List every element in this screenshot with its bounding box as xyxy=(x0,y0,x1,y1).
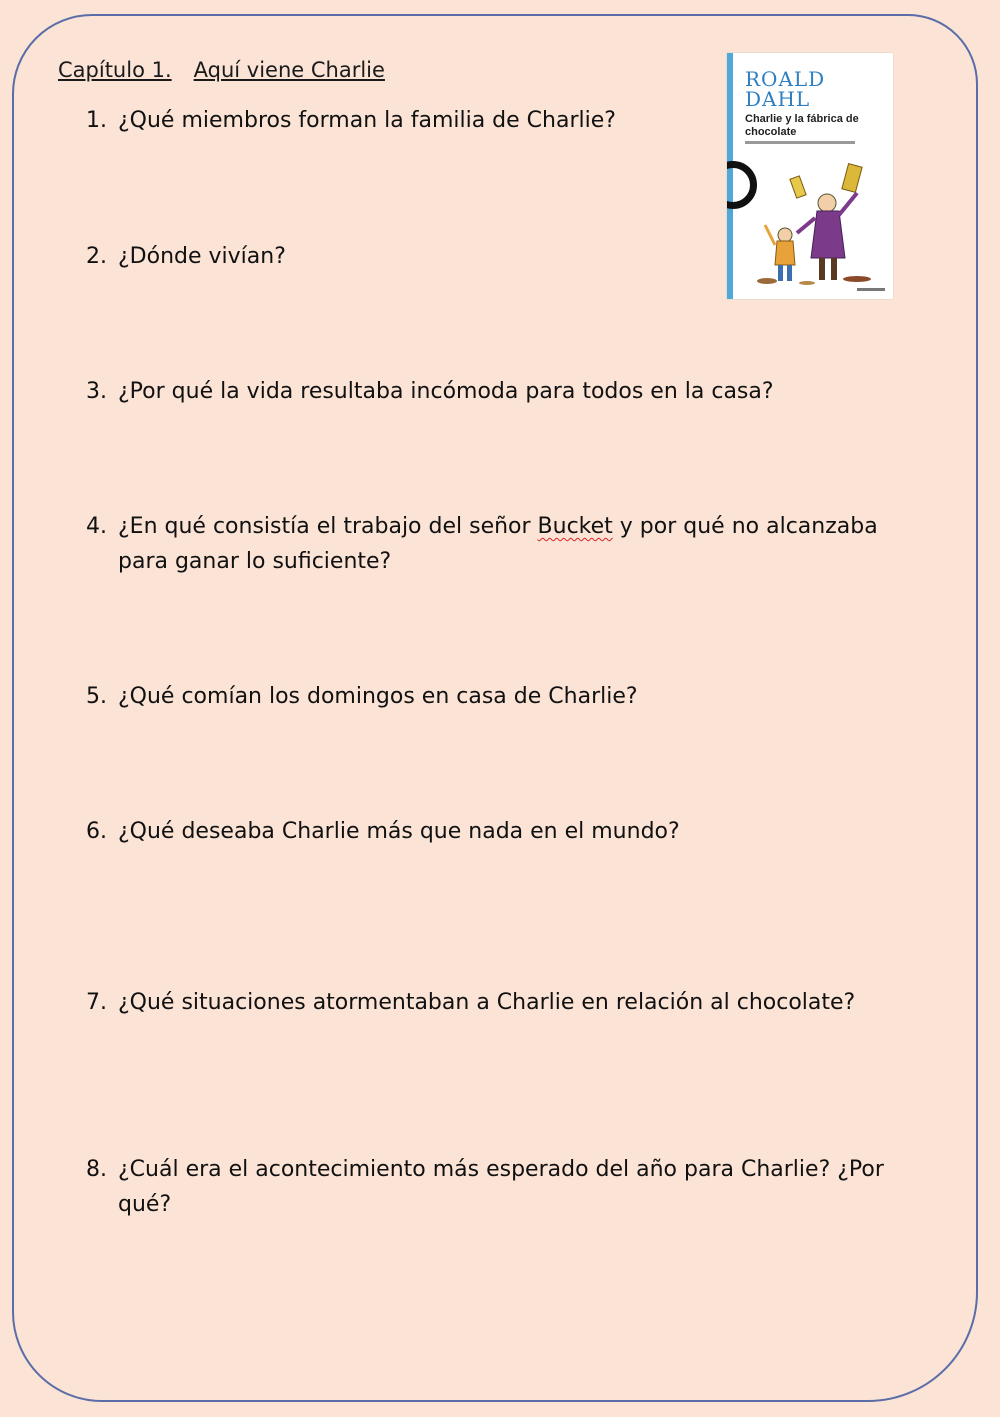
chapter-title xyxy=(58,58,385,82)
question-number: 3. xyxy=(86,379,107,404)
question-text: ¿Por qué la vida resultaba incómoda para todos en la casa? xyxy=(118,379,774,404)
cover-title: Charlie y la fábrica de chocolate xyxy=(745,113,859,138)
question-number: 4. xyxy=(86,514,107,539)
question-text: ¿Qué comían los domingos en casa de Charlie? xyxy=(118,684,638,709)
question-text: ¿Qué deseaba Charlie más que nada en el mundo? xyxy=(118,819,680,844)
question-number: 7. xyxy=(86,990,107,1015)
chapter-label: Capítulo 1. xyxy=(58,58,172,82)
question-6 xyxy=(86,814,916,849)
question-number: 2. xyxy=(86,244,107,269)
question-number: 6. xyxy=(86,819,107,844)
question-text-part: ¿En qué consistía el trabajo del señor xyxy=(118,514,538,539)
cover-publisher-logo xyxy=(857,288,885,291)
question-text: ¿Qué situaciones atormentaban a Charlie en relación al chocolate? xyxy=(118,990,856,1015)
question-text: ¿Qué miembros forman la familia de Charlie? xyxy=(118,108,616,133)
question-text: ¿Cuál era el acontecimiento más esperado del año para Charlie? ¿Por qué? xyxy=(118,1157,884,1217)
question-8 xyxy=(86,1152,916,1222)
question-text: ¿Dónde vivían? xyxy=(118,244,286,269)
question-5 xyxy=(86,679,916,714)
question-number: 1. xyxy=(86,108,107,133)
question-4 xyxy=(86,509,916,579)
cover-illustration xyxy=(727,53,893,299)
chapter-name: Aquí viene Charlie xyxy=(193,58,385,82)
book-cover-image xyxy=(727,53,893,299)
question-text-part: y por qué no alcanzaba para ganar lo suficiente? xyxy=(118,514,878,574)
question-number: 8. xyxy=(86,1157,107,1182)
cover-author-last: DAHL xyxy=(745,87,811,111)
question-7 xyxy=(86,985,916,1020)
cover-author-first: ROALD xyxy=(745,67,826,91)
question-text xyxy=(118,509,916,579)
question-3 xyxy=(86,374,916,409)
spellcheck-marked-word: Bucket xyxy=(537,514,613,539)
question-number: 5. xyxy=(86,684,107,709)
